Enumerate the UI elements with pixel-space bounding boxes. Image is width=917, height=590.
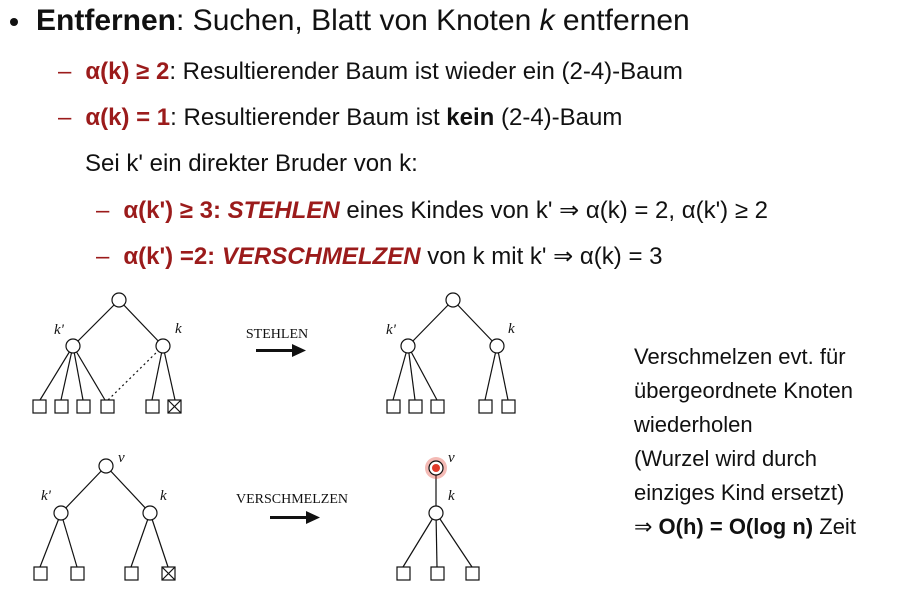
subitem-dash: – [96, 197, 110, 224]
label-k: k [448, 488, 455, 504]
leaf [101, 400, 114, 413]
steal-arrow-icon [292, 344, 306, 357]
tree-node-k [490, 339, 504, 353]
subitem-rest: von k mit k' ⇒ α(k) = 3 [420, 243, 663, 270]
label-k: k [508, 321, 515, 337]
leaf [431, 567, 444, 580]
steal-label: STEHLEN [245, 327, 309, 342]
leaf [55, 400, 68, 413]
label-v: v [448, 450, 455, 466]
tree-node-k [156, 339, 170, 353]
item-text: : Resultierender Baum ist wieder ein (2-4)-Baum [169, 58, 683, 85]
label-k: k [175, 321, 182, 337]
sibling-intro: Sei k' ein direkter Bruder von k: [85, 150, 418, 177]
merge-arrow-shaft [270, 516, 306, 519]
tree-node [446, 293, 460, 307]
label-k: k [160, 488, 167, 504]
subitem-condition: α(k') ≥ 3: [123, 197, 221, 224]
item-dash: – [58, 58, 72, 85]
leaf [146, 400, 159, 413]
title-bold: Entfernen [36, 4, 177, 37]
implies: ⇒ [634, 514, 659, 539]
leaf [431, 400, 444, 413]
leaf [71, 567, 84, 580]
leaf [34, 567, 47, 580]
tree-node-k-prime [66, 339, 80, 353]
side-note-complexity [634, 510, 856, 544]
tree-node [112, 293, 126, 307]
side-note [634, 340, 856, 544]
side-note-line: einziges Kind ersetzt) [634, 480, 845, 505]
subitem-operation: STEHLEN [227, 197, 340, 224]
label-k-prime: k' [54, 322, 64, 338]
merge-arrow-icon [306, 511, 320, 524]
tree-node-k [429, 506, 443, 520]
title-rest: : Suchen, Blatt von Knoten [176, 4, 540, 37]
tree-node-k-prime [54, 506, 68, 520]
tree-node-v [99, 459, 113, 473]
subitem-rest: eines Kindes von k' ⇒ α(k) = 2, α(k') ≥ 2 [339, 197, 769, 224]
subitem-dash: – [96, 243, 110, 270]
item-text: : Resultierender Baum ist [170, 104, 447, 131]
leaf [466, 567, 479, 580]
highlight-dot [432, 464, 440, 472]
leaf [125, 567, 138, 580]
item-condition: α(k) ≥ 2 [85, 58, 170, 85]
item-dash: – [58, 104, 72, 131]
leaf [409, 400, 422, 413]
side-note-line: Verschmelzen evt. für [634, 344, 846, 369]
item-condition: α(k) = 1 [85, 104, 171, 131]
leaf [387, 400, 400, 413]
leaf [479, 400, 492, 413]
steal-arrow-shaft [256, 349, 292, 352]
leaf [77, 400, 90, 413]
title-end: entfernen [554, 4, 690, 37]
complexity-end: Zeit [813, 514, 856, 539]
leaf [397, 567, 410, 580]
subitem-operation: VERSCHMELZEN [221, 243, 421, 270]
complexity-bold: O(h) = O(log n) [658, 514, 814, 539]
title-var: k [539, 4, 555, 37]
subitem-condition: α(k') =2: [123, 243, 216, 270]
leaf [33, 400, 46, 413]
item-text-end: (2-4)-Baum [494, 104, 623, 131]
item-bold: kein [446, 104, 495, 131]
merge-label: VERSCHMELZEN [236, 492, 348, 507]
leaf [502, 400, 515, 413]
side-note-line: wiederholen [634, 412, 753, 437]
tree-node-k [143, 506, 157, 520]
label-v: v [118, 450, 125, 466]
side-note-line: (Wurzel wird durch [634, 446, 817, 471]
side-note-line: übergeordnete Knoten [634, 378, 853, 403]
tree-node-k-prime [401, 339, 415, 353]
label-k-prime: k' [41, 488, 51, 504]
label-k-prime: k' [386, 322, 396, 338]
